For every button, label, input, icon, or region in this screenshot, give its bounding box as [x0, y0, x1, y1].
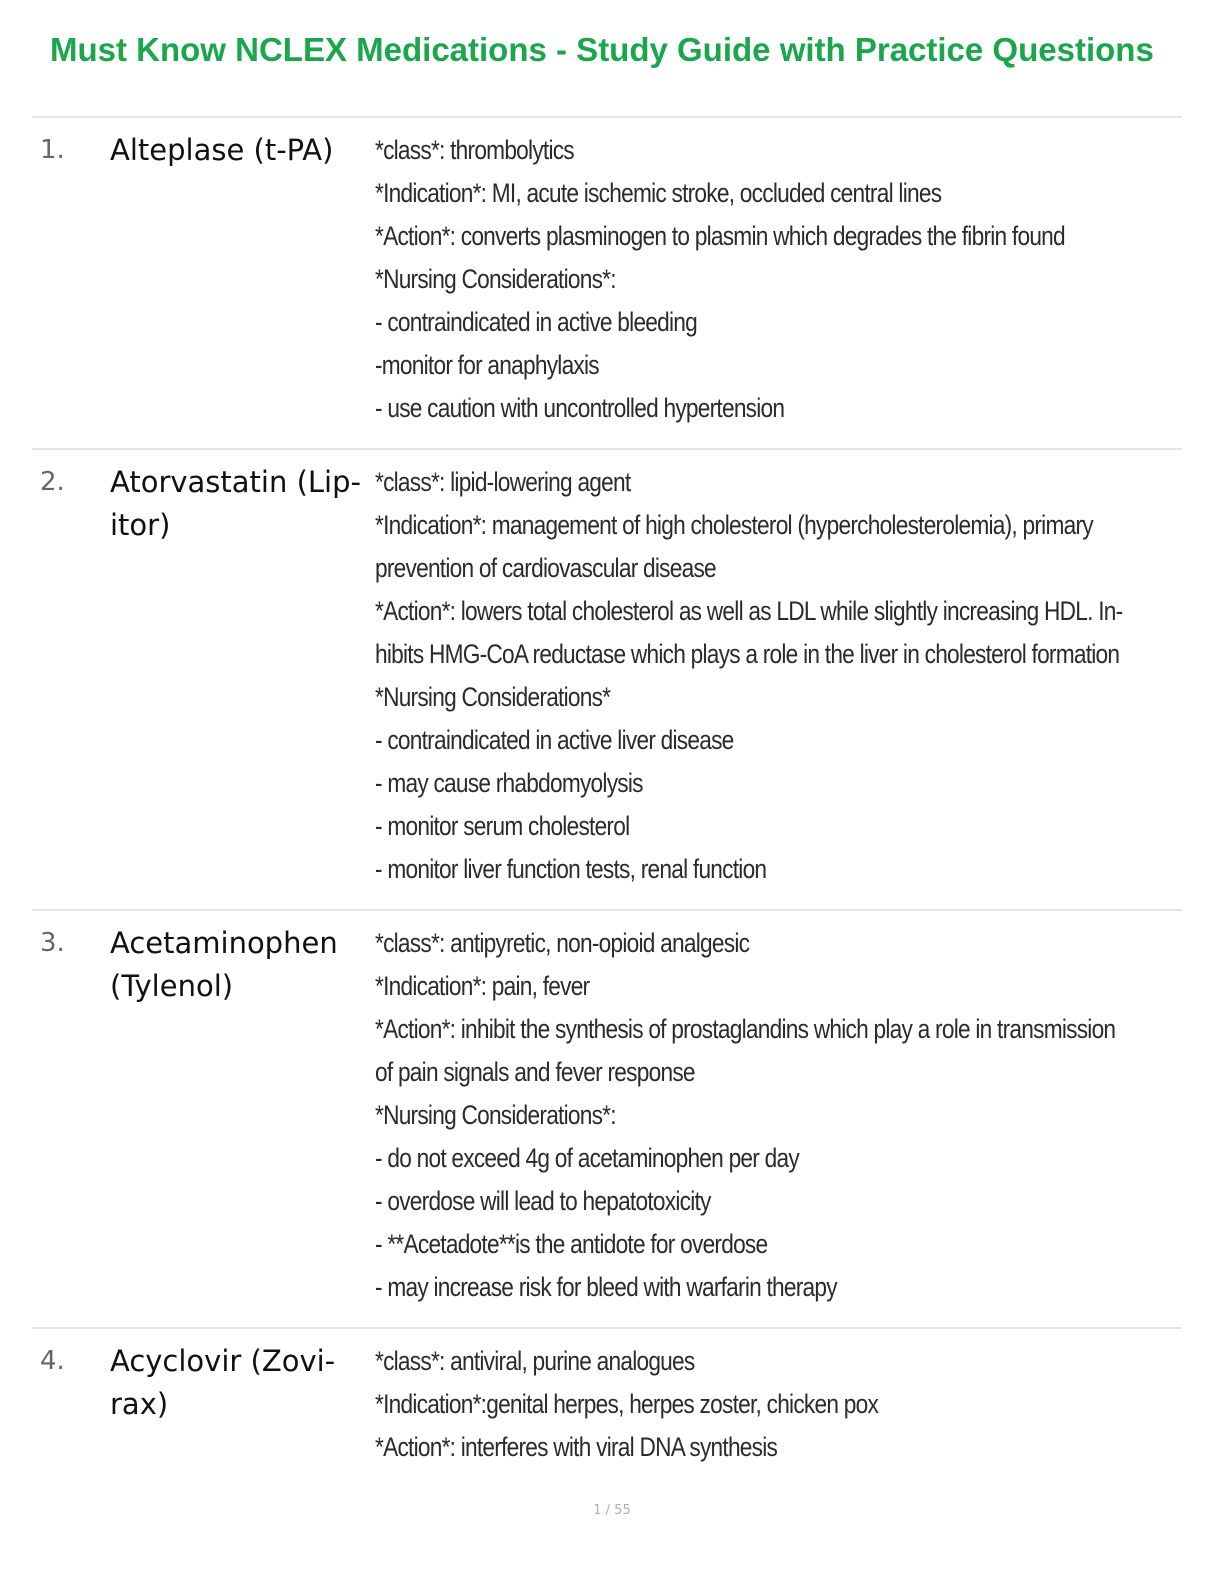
entry-number: 2.	[40, 467, 65, 497]
detail-line: - may increase risk for bleed with warfarin therapy	[375, 1272, 837, 1302]
medication-details	[375, 129, 1175, 430]
detail-line: - overdose will lead to hepatotoxicity	[375, 1186, 711, 1216]
medication-name-line: Acyclovir (Zovi-	[110, 1344, 336, 1378]
entry-number: 3.	[40, 928, 65, 958]
divider	[32, 116, 1182, 118]
detail-line: *Action*: inhibit the synthesis of prostaglandins which play a role in transmission	[375, 1014, 1116, 1044]
detail-line: *class*: antiviral, purine analogues	[375, 1346, 695, 1376]
medication-name-line: itor)	[110, 508, 171, 542]
detail-line: - monitor liver function tests, renal function	[375, 854, 767, 884]
detail-line: - use caution with uncontrolled hypertension	[375, 393, 785, 423]
document-title: Must Know NCLEX Medications - Study Guide with Practice Questions	[50, 31, 1154, 68]
medication-details	[375, 922, 1175, 1309]
detail-line: *Indication*: management of high cholesterol (hypercholesterolemia), primary	[375, 510, 1093, 540]
medication-details	[375, 1340, 1175, 1469]
divider	[32, 1327, 1182, 1329]
medication-name	[110, 922, 368, 1008]
medication-name	[110, 1340, 368, 1426]
page-indicator: 1 / 55	[593, 1503, 631, 1518]
medication-name-line: rax)	[110, 1387, 169, 1421]
medication-name	[110, 461, 368, 547]
entry-number: 4.	[40, 1346, 65, 1376]
divider	[32, 448, 1182, 450]
detail-line: -monitor for anaphylaxis	[375, 350, 599, 380]
detail-line: *Indication*:genital herpes, herpes zoster, chicken pox	[375, 1389, 879, 1419]
detail-line: prevention of cardiovascular disease	[375, 553, 716, 583]
detail-line: *Nursing Considerations*	[375, 682, 611, 712]
detail-line: - contraindicated in active liver disease	[375, 725, 734, 755]
detail-line: - do not exceed 4g of acetaminophen per day	[375, 1143, 799, 1173]
detail-line: *class*: antipyretic, non-opioid analgesic	[375, 928, 750, 958]
divider	[32, 909, 1182, 911]
detail-line: - **Acetadote**is the antidote for overdose	[375, 1229, 768, 1259]
entry-number: 1.	[40, 135, 65, 165]
medication-name-line: Atorvastatin (Lip-	[110, 465, 361, 499]
detail-line: *Indication*: pain, fever	[375, 971, 590, 1001]
detail-line: - contraindicated in active bleeding	[375, 307, 698, 337]
medication-name-line: (Tylenol)	[110, 969, 234, 1003]
detail-line: - may cause rhabdomyolysis	[375, 768, 643, 798]
detail-line: of pain signals and fever response	[375, 1057, 695, 1087]
medication-details	[375, 461, 1175, 891]
medication-name	[110, 129, 368, 172]
detail-line: *Action*: lowers total cholesterol as well as LDL while slightly increasing HDL. In-	[375, 596, 1123, 626]
detail-line: *Action*: interferes with viral DNA synthesis	[375, 1432, 778, 1462]
detail-line: - monitor serum cholesterol	[375, 811, 630, 841]
detail-line: *Nursing Considerations*:	[375, 1100, 616, 1130]
detail-line: *Indication*: MI, acute ischemic stroke, occluded central lines	[375, 178, 942, 208]
detail-line: hibits HMG-CoA reductase which plays a role in the liver in cholesterol formation	[375, 639, 1120, 669]
detail-line: *class*: thrombolytics	[375, 135, 574, 165]
detail-line: *Action*: converts plasminogen to plasmin which degrades the fibrin found	[375, 221, 1065, 251]
detail-line: *Nursing Considerations*:	[375, 264, 616, 294]
medication-name-line: Acetaminophen	[110, 926, 338, 960]
detail-line: *class*: lipid-lowering agent	[375, 467, 631, 497]
medication-name-line: Alteplase (t-PA)	[110, 133, 334, 167]
